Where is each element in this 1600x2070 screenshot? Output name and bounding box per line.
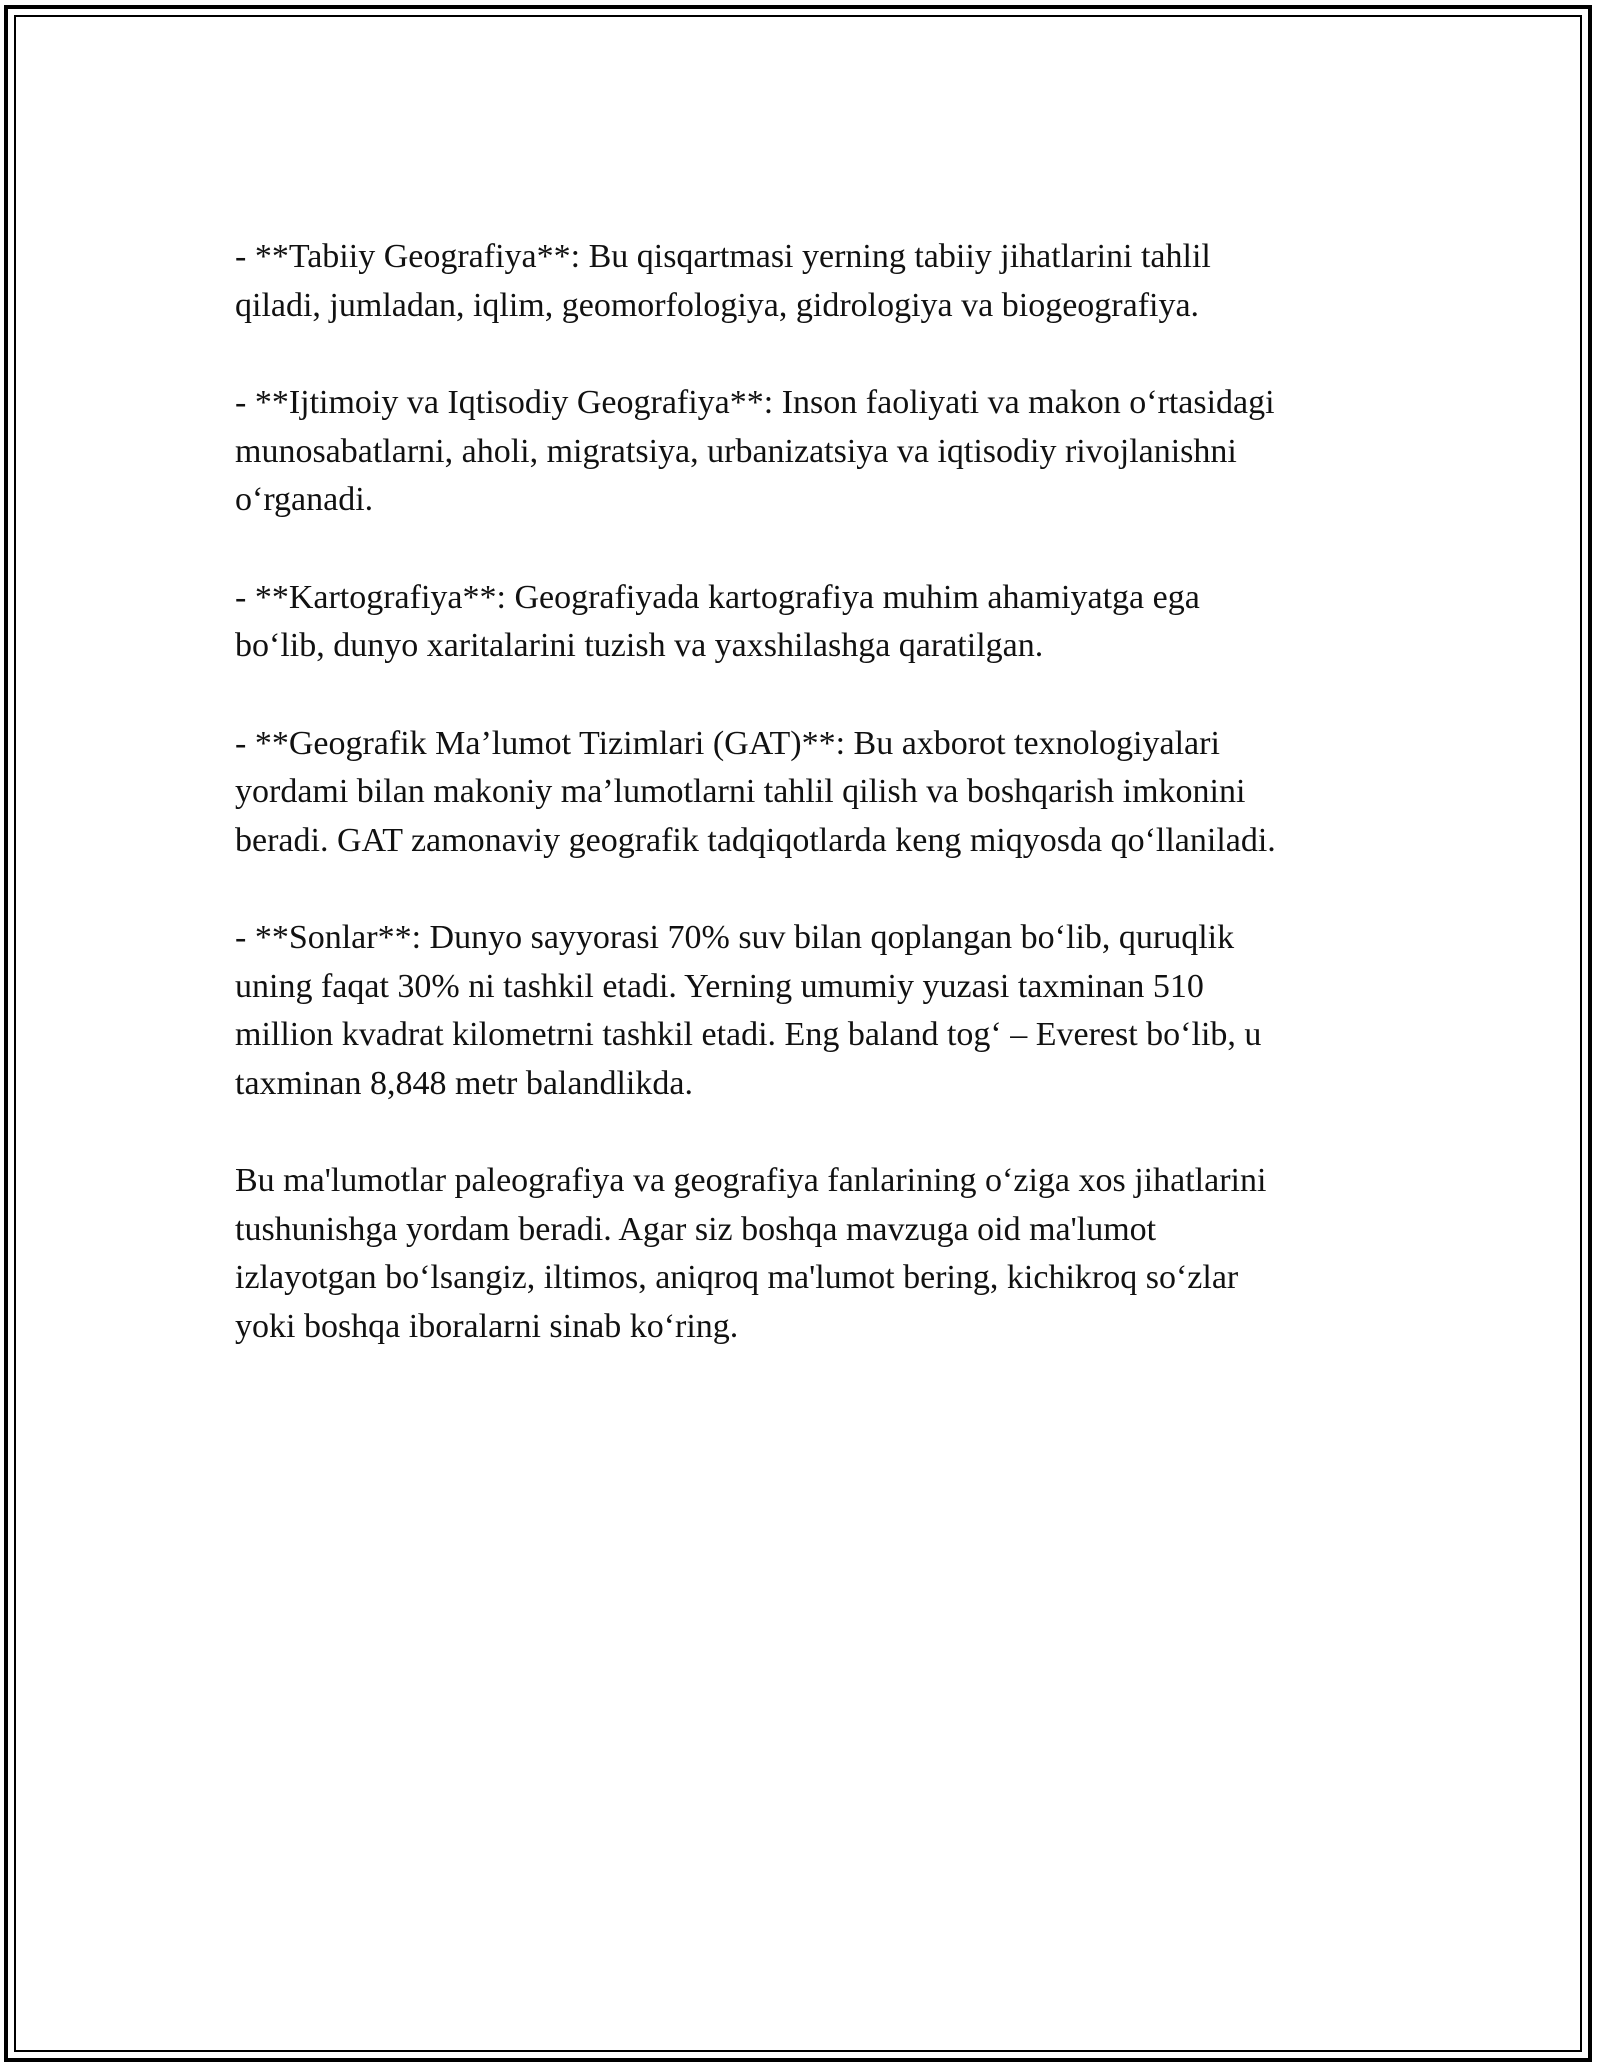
paragraph-sonlar [235,914,1385,1108]
text-line: beradi. GAT zamonaviy geografik tadqiqotlarda keng miqyosda qo‘llaniladi. [235,821,1276,859]
paragraph-closing [235,1157,1385,1351]
text-line: - **Kartografiya**: Geografiyada kartografiya muhim ahamiyatga ega [235,578,1200,616]
paragraph-kartografiya [235,574,1385,671]
paragraph-tabiiy-geografiya [235,233,1385,330]
text-line: yoki boshqa iboralarni sinab ko‘ring. [235,1307,739,1345]
text-line: taxminan 8,848 metr balandlikda. [235,1064,693,1102]
paragraph-gat [235,720,1385,866]
paragraph-ijtimoiy-iqtisodiy-geografiya [235,379,1385,525]
text-line: - **Sonlar**: Dunyo sayyorasi 70% suv bilan qoplangan bo‘lib, quruqlik [235,919,1235,956]
text-line: munosabatlarni, aholi, migratsiya, urbanizatsiya va iqtisodiy rivojlanishni [235,432,1237,470]
text-line: qiladi, jumladan, iqlim, geomorfologiya, gidrologiya va biogeografiya. [235,286,1200,324]
text-line: - **Tabiiy Geografiya**: Bu qisqartmasi yerning tabiiy jihatlarini tahlil [235,238,1211,275]
text-line: tushunishga yordam beradi. Agar siz boshqa mavzuga oid ma'lumot [235,1210,1157,1248]
text-line: bo‘lib, dunyo xaritalarini tuzish va yaxshilashga qaratilgan. [235,627,1044,664]
text-line: o‘rganadi. [235,481,374,518]
text-line: - **Geografik Ma’lumot Tizimlari (GAT)**: Bu axborot texnologiyalari [235,724,1220,762]
text-line: uning faqat 30% ni tashkil etadi. Yerning umumiy yuzasi taxminan 510 [235,967,1204,1005]
text-line: Bu ma'lumotlar paleografiya va geografiya fanlarining o‘ziga xos jihatlarini [235,1162,1267,1199]
text-line: million kvadrat kilometrni tashkil etadi. Eng baland tog‘ – Everest bo‘lib, u [235,1016,1262,1053]
text-line: - **Ijtimoiy va Iqtisodiy Geografiya**: Inson faoliyati va makon o‘rtasidagi [235,384,1275,421]
text-line: yordami bilan makoniy ma’lumotlarni tahlil qilish va boshqarish imkonini [235,773,1246,810]
document-body [235,233,1385,1400]
text-line: izlayotgan bo‘lsangiz, iltimos, aniqroq ma'lumot bering, kichikroq so‘zlar [235,1259,1239,1296]
